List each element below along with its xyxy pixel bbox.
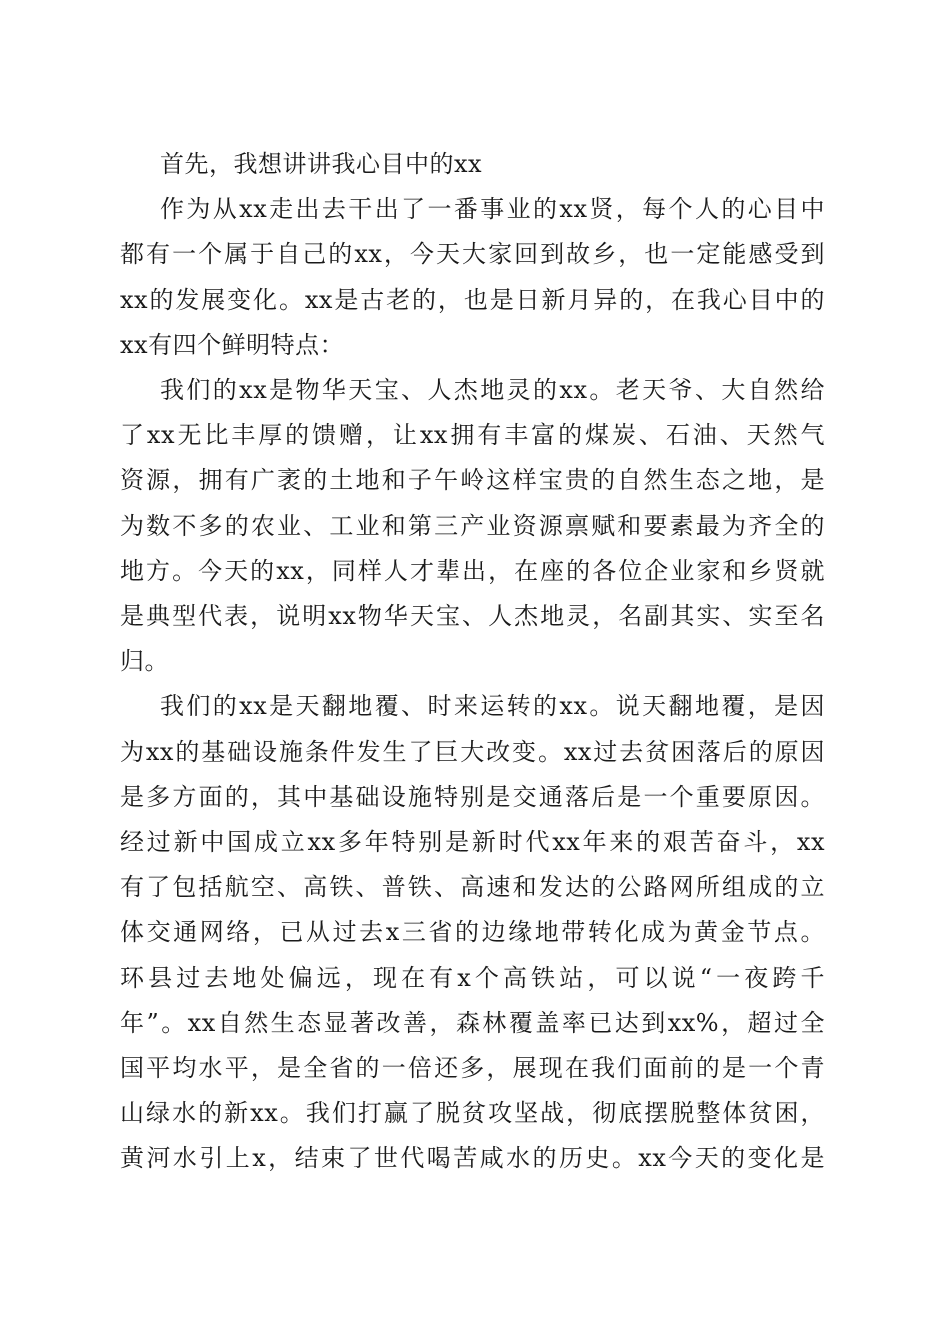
text-line: 山绿水的新xx。我们打赢了脱贫攻坚战，彻底摆脱整体贫困， <box>120 1099 825 1128</box>
text-line: 年”。xx自然生态显著改善，森林覆盖率已达到xx%，超过全 <box>120 1008 825 1037</box>
text-line: 首先，我想讲讲我心目中的xx <box>160 150 483 178</box>
text-line: 体交通网络，已从过去x三省的边缘地带转化成为黄金节点。 <box>120 918 825 947</box>
text-line: xx有四个鲜明特点： <box>120 330 345 359</box>
text-line: 是典型代表，说明xx物华天宝、人杰地灵，名副其实、实至名 <box>120 602 825 631</box>
text-line: 都有一个属于自己的xx，今天大家回到故乡，也一定能感受到 <box>120 240 825 269</box>
text-line: 为xx的基础设施条件发生了巨大改变。xx过去贫困落后的原因 <box>120 737 825 766</box>
text-line: 我们的xx是天翻地覆、时来运转的xx。说天翻地覆，是因 <box>160 692 825 721</box>
paragraph-resources <box>120 368 825 684</box>
text-line: 黄河水引上x，结束了世代喝苦咸水的历史。xx今天的变化是 <box>120 1144 825 1173</box>
text-line: 经过新中国成立xx多年特别是新时代xx年来的艰苦奋斗，xx <box>120 828 825 857</box>
text-line: 环县过去地处偏远，现在有x个高铁站，可以说“一夜跨千 <box>120 963 825 992</box>
paragraph-transformation <box>120 684 825 1181</box>
document-body <box>120 142 825 1182</box>
text-line: 归。 <box>120 647 169 676</box>
paragraph-heading <box>120 142 825 187</box>
text-line: 为数不多的农业、工业和第三产业资源禀赋和要素最为齐全的 <box>120 511 825 540</box>
text-line: 我们的xx是物华天宝、人杰地灵的xx。老天爷、大自然给 <box>160 376 825 405</box>
text-line: 作为从xx走出去干出了一番事业的xx贤，每个人的心目中 <box>160 195 825 224</box>
text-line: 了xx无比丰厚的馈赠，让xx拥有丰富的煤炭、石油、天然气 <box>120 421 825 450</box>
text-line: 国平均水平，是全省的一倍还多，展现在我们面前的是一个青 <box>120 1054 825 1083</box>
text-line: xx的发展变化。xx是古老的，也是日新月异的，在我心目中的 <box>120 285 825 314</box>
text-line: 有了包括航空、高铁、普铁、高速和发达的公路网所组成的立 <box>120 873 825 902</box>
text-line: 资源，拥有广袤的土地和子午岭这样宝贵的自然生态之地，是 <box>120 466 825 495</box>
text-line: 地方。今天的xx，同样人才辈出，在座的各位企业家和乡贤就 <box>120 556 825 585</box>
paragraph-intro <box>120 187 825 368</box>
text-line: 是多方面的，其中基础设施特别是交通落后是一个重要原因。 <box>120 782 825 811</box>
